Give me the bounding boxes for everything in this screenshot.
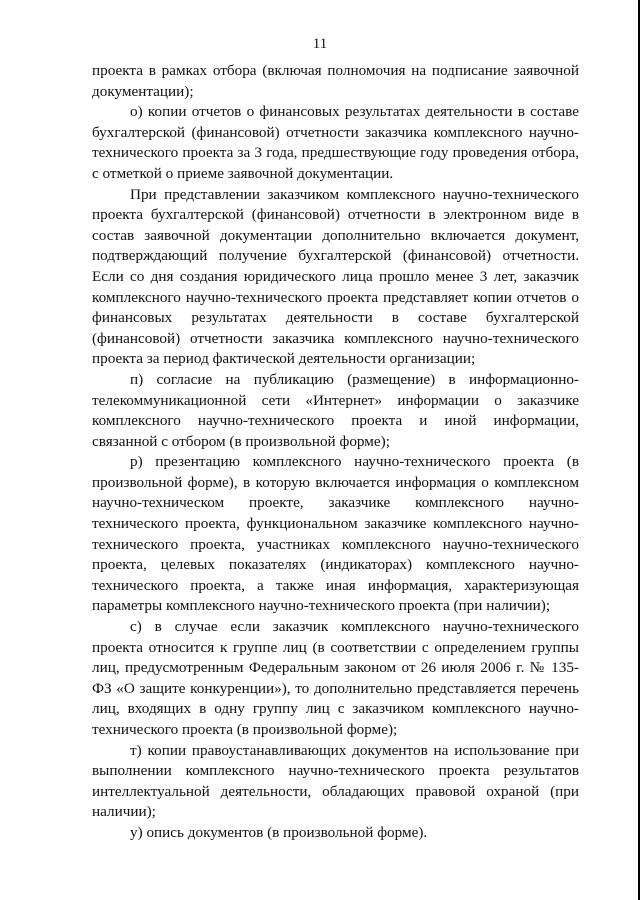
paragraph-item-o: о) копии отчетов о финансовых результатах деятельности в составе бухгалтерской (финансовой) отчетности заказчика комплексного научно-технического проекта за 3 года, предшествующие году проведения отбора, с отметкой о приеме заявочной документации. <box>92 103 579 182</box>
paragraph-item-s: с) в случае если заказчик комплексного научно-технического проекта относится к группе лиц (в соответствии с определением группы лиц, предусмотренным Федеральным законом от 26 июля 2006 г. № 135-ФЗ «О защите конкуренции»), то дополнительно представляется перечень лиц, входящих в одну группу лиц с заказчиком комплексного научно-технического проекта (в произвольной форме); <box>92 618 579 738</box>
paragraph-item-u: у) опись документов (в произвольной форме). <box>130 823 428 841</box>
page-number: 11 <box>312 36 328 52</box>
document-body <box>92 61 579 844</box>
paragraph-item-p: п) согласие на публикацию (размещение) в информационно-телекоммуникационной сети «Интернет» информации о заказчике комплексного научно-технического проекта и иной информации, связанной с отбором (в произвольной форме); <box>92 370 579 450</box>
paragraph-item-t: т) копии правоустанавливающих документов на использование при выполнении комплексного научно-технического проекта результатов интеллектуальной деятельности, обладающих правовой охраной (при наличии); <box>92 741 579 821</box>
paragraph-item-r: р) презентацию комплексного научно-технического проекта (в произвольной форме), в которую включается информация о комплексном научно-техническом проекте, заказчике комплексного научно-технического проекта, функциональном заказчике комплексного научно-технического проекта, участниках комплексного научно-технического проекта, целевых показателях (индикаторах) комплексного научно-технического проекта, а также иная информация, характеризующая параметры комплексного научно-технического проекта (при наличии); <box>92 453 579 615</box>
paragraph-continuation: проекта в рамках отбора (включая полномочия на подписание заявочной документации); <box>92 62 579 100</box>
paragraph-reporting-note: При представлении заказчиком комплексного научно-технического проекта бухгалтерской (финансовой) отчетности в электронном виде в состав заявочной документации дополнительно включается документ, подтверждающий получение бухгалтерской (финансовой) отчетности. Если со дня создания юридического лица прошло менее 3 лет, заказчик комплексного научно-технического проекта представляет копии отчетов о финансовых результатах деятельности в составе бухгалтерской (финансовой) отчетности заказчика комплексного научно-технического проекта за период фактической деятельности организации; <box>92 185 579 368</box>
